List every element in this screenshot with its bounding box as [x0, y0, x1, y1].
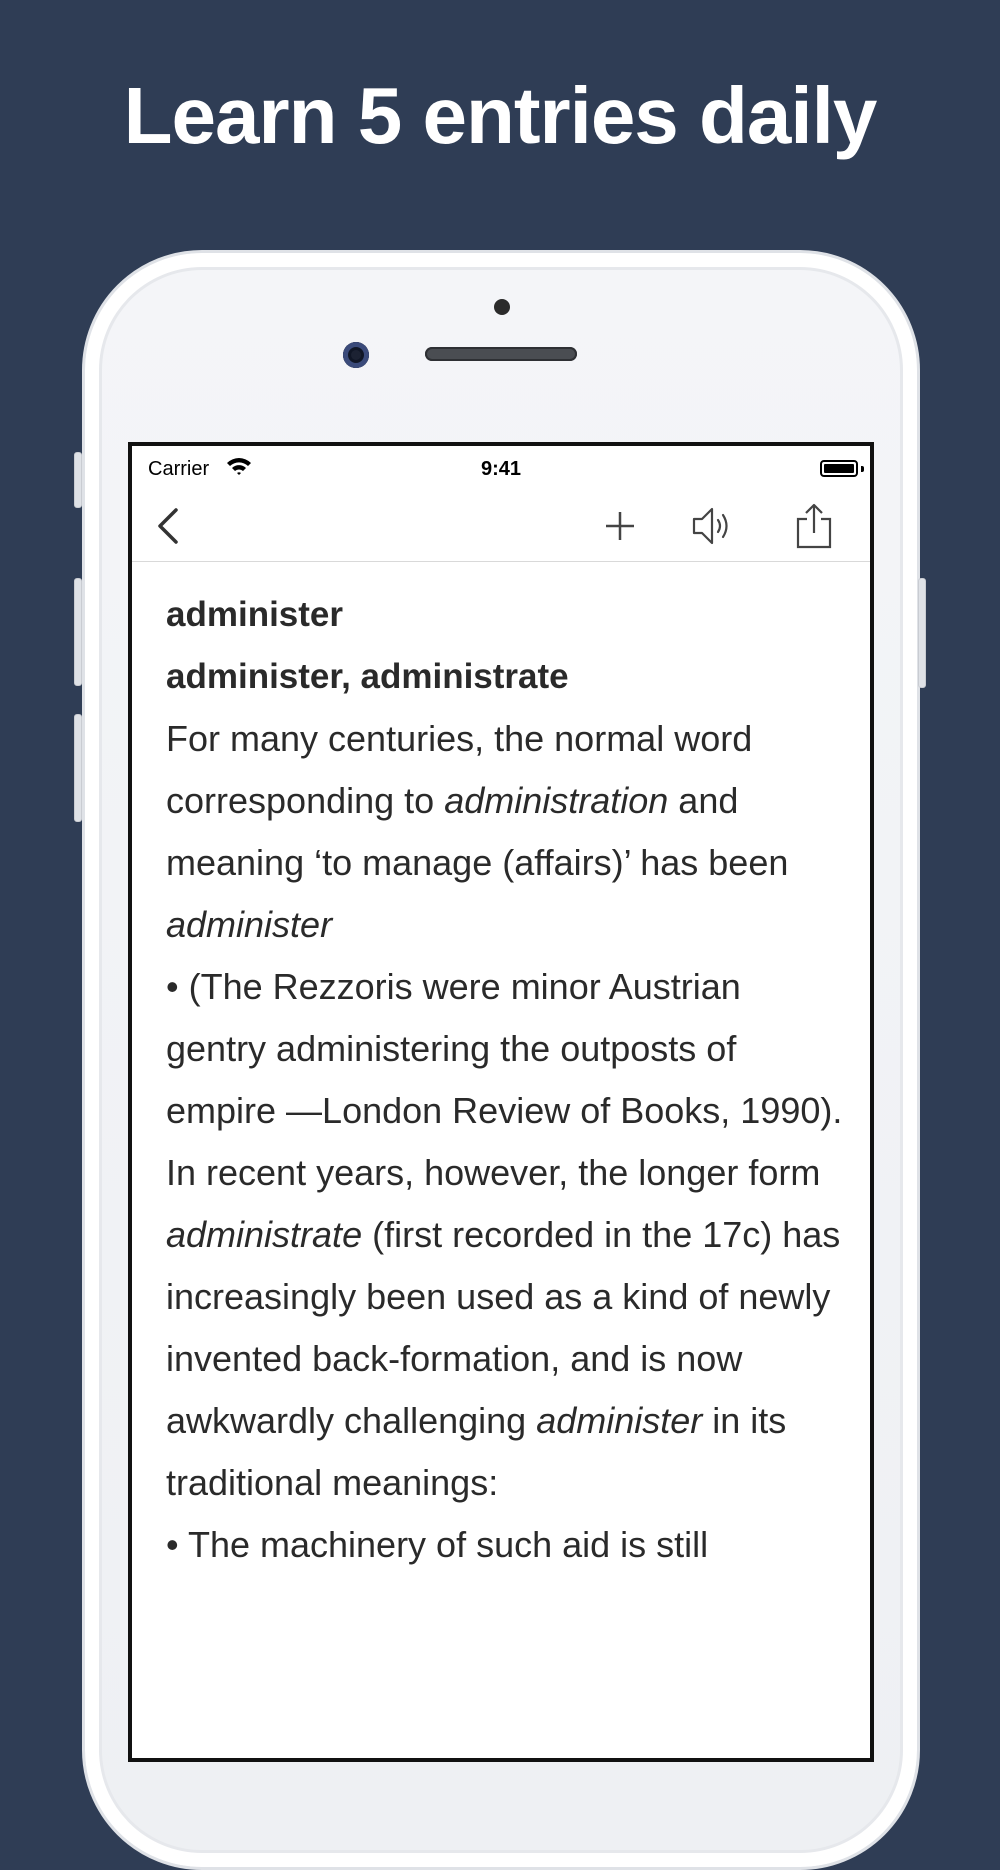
front-camera [343, 342, 369, 368]
phone-mute-switch [74, 452, 82, 508]
entry-subhead: administer, administrate [166, 657, 569, 696]
italic-term: administration [444, 780, 669, 821]
entry-headword: administer [166, 595, 343, 634]
navigation-bar [132, 490, 870, 562]
text-run: in its traditional meanings: [166, 1400, 787, 1503]
entry-quotation-2: • The machinery of such aid is still [166, 1524, 709, 1565]
back-button[interactable] [142, 502, 194, 550]
italic-term: administer [536, 1400, 703, 1441]
pronounce-button[interactable] [686, 502, 738, 550]
earpiece-speaker [425, 347, 577, 361]
headline: Learn 5 entries daily [123, 71, 877, 160]
phone-power-button [918, 578, 926, 688]
text-run: For many centuries, the normal word corresponding to [166, 718, 753, 821]
battery-nub [861, 466, 864, 472]
text-run: In recent years, however, the longer form [166, 1152, 821, 1193]
phone-volume-up [74, 578, 82, 686]
entry-quotation-1: • (The Rezzoris were minor Austrian gentry administering the outposts of empire —London Review of Books, 1990). [166, 966, 843, 1131]
status-time: 9:41 [480, 458, 522, 480]
phone-volume-down [74, 714, 82, 822]
plus-icon [603, 509, 637, 543]
proximity-sensor [494, 299, 510, 315]
share-icon [795, 503, 833, 549]
add-button[interactable] [594, 502, 646, 550]
entry-paragraph-1 [166, 708, 846, 956]
status-bar [132, 446, 870, 490]
italic-term: administrate [166, 1214, 363, 1255]
speaker-icon [690, 505, 734, 547]
entry-content [166, 584, 846, 1576]
text-run: and meaning ‘to manage (affairs)’ has been [166, 780, 789, 883]
italic-term: administer [166, 904, 333, 945]
text-run: (first recorded in the 17c) has increasingly been used as a kind of newly invented back-formation, and is now awkwardly challenging [166, 1214, 841, 1441]
chevron-left-icon [156, 506, 180, 546]
carrier-label: Carrier [148, 458, 210, 480]
share-button[interactable] [788, 502, 840, 550]
battery-icon [820, 460, 858, 477]
entry-paragraph-2 [166, 1142, 846, 1514]
phone-screen [128, 442, 874, 1762]
